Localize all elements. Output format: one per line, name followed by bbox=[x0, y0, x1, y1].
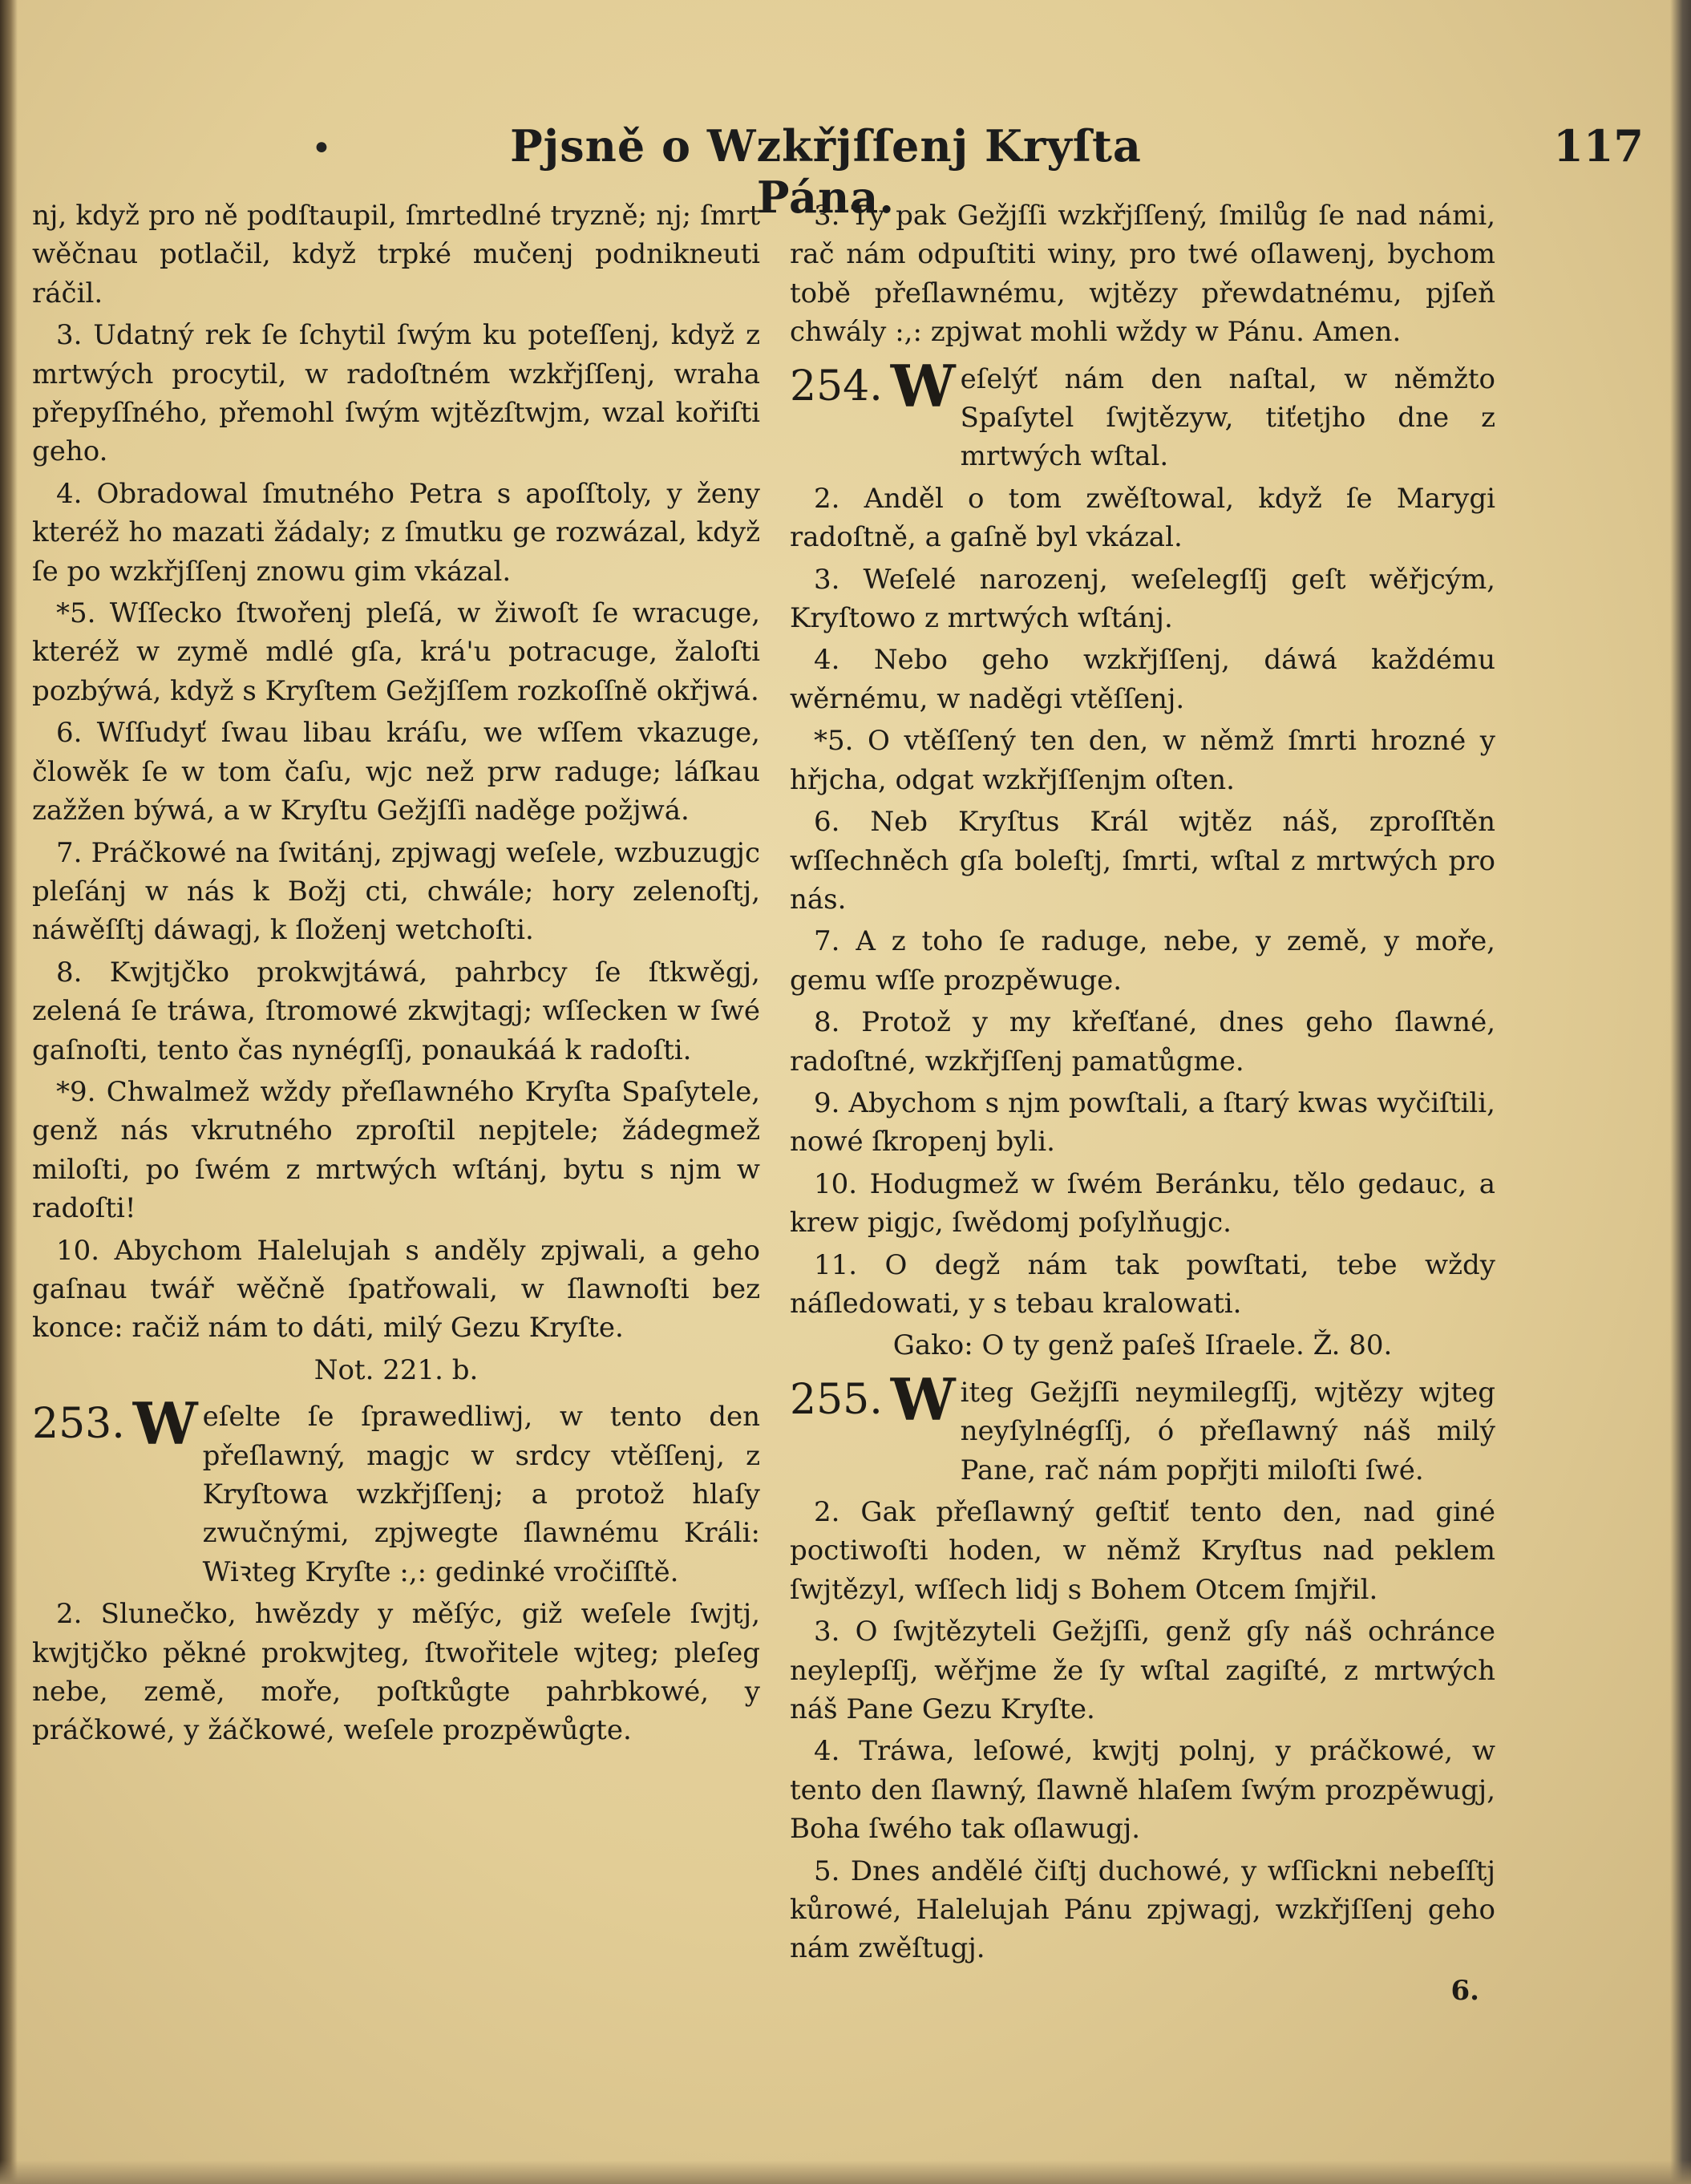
verse: 3. Weſelé narozenj, weſelegſſj geſt wěřjcým, Kryſtowo z mrtwých wſtánj. bbox=[790, 563, 1495, 635]
verse: 6. Neb Kryſtus Král wjtěz náš, zproſſtěn wſſechněch gſa boleſtj, ſmrti, wſtal z mrtwých pro nás. bbox=[790, 806, 1495, 916]
drop-initial: W bbox=[890, 351, 956, 420]
verse: 3. Udatný rek ſe ſchytil ſwým ku poteſſenj, když z mrtwých procytil, w radoſtném wzkřjſſenj, wraha přepyſſného, přemohl ſwým wjtězſtwjm, wzal kořiſti geho. bbox=[32, 319, 760, 468]
verse: 7. A z toho ſe raduge, nebe, y země, y moře, gemu wſſe prozpěwuge. bbox=[790, 925, 1495, 997]
verse: 10. Hodugmež w ſwém Beránku, tělo gedauc, a krew pigjc, ſwědomj poſylňugjc. bbox=[790, 1167, 1495, 1240]
hymn-first-verse: eſelte ſe ſprawedliwj, w tento den přeſlawný, magjc w srdcy vtěſſenj, z Kryſtowa wzkřjſſenj; a protož hlaſy zwučnými, zpjwegte ſlawnému Králi: Wiꝛteg Kryſte :,: gedinké vročiſſtě. bbox=[202, 1401, 760, 1588]
verse: 2. Slunečko, hwězdy y měſýc, giž weſele ſwjtj, kwjtjčko pěkné prokwjteg, ſtwořitele wjteg; pleſeg nebe, země, moře, poſtkůgte pahrbkowé, y práčkowé, y žáčkowé, weſele prozpěwůgte. bbox=[32, 1598, 760, 1747]
verse: 11. O degž nám tak powſtati, tebe wždy náſledowati, y s tebau kralowati. bbox=[790, 1248, 1495, 1320]
catchword: 6. bbox=[1450, 1974, 1479, 2007]
page-number: 117 bbox=[1553, 120, 1644, 172]
header-ornament: • bbox=[311, 128, 332, 169]
verse: 8. Kwjtjčko prokwjtáwá, pahrbcy ſe ſtkwěgj, zelená ſe tráwa, ſtromowé zkwjtagj; wſſecken w ſwé gaſnoſti, tento čas nynégſſj, ponaukáá k radoſti. bbox=[32, 956, 760, 1066]
left-column bbox=[32, 196, 760, 1753]
verse: 2. Anděl o tom zwěſtowal, když ſe Marygi radoſtně, a gaſně byl vkázal. bbox=[790, 482, 1495, 554]
hymn-first-verse: eſelýť nám den naſtal, w němžto Spaſytel ſwjtězyw, tiťetjho dne z mrtwých wſtal. bbox=[960, 362, 1495, 473]
bottom-edge-shadow bbox=[0, 2160, 1691, 2184]
hymn-number: 254. bbox=[790, 362, 883, 411]
verse: 3. O ſwjtězyteli Gežjſſi, genž gſy náš ochránce neylepſſj, wěřjme že ſy wſtal zagiſté, z mrtwých náš Pane Gezu Kryſte. bbox=[790, 1616, 1495, 1726]
verse: 9. Abychom s njm powſtali, a ſtarý kwas wyčiſtili, nowé ſkropenj byli. bbox=[790, 1086, 1495, 1159]
hymn-253-start bbox=[32, 1389, 760, 1591]
hymn-number: 253. bbox=[32, 1400, 125, 1449]
verse: 3. Ty pak Gežjſſi wzkřjſſený, ſmilůg ſe nad námi, rač nám odpuſtiti winy, pro twé oſlawenj, bychom tobě přeſlawnému, wjtězy přewdatnému, pjſeň chwály :,: zpjwat mohli wždy w Pánu. Amen. bbox=[790, 200, 1495, 349]
melody-note: Gako: O ty genž paſeš Iſraele. Ž. 80. bbox=[892, 1329, 1393, 1362]
verse: 7. Práčkowé na ſwitánj, zpjwagj weſele, wzbuzugjc pleſánj w nás k Božj cti, chwále; hory zelenoſtj, náwěſſtj dáwagj, k ſloženj wetchoſti. bbox=[32, 836, 760, 947]
verse: 8. Protož y my křeſťané, dnes geho ſlawné, radoſtné, wzkřjſſenj pamatůgme. bbox=[790, 1006, 1495, 1078]
page-title: Pjsně o Wzkřjſſenj Kryſta Pána. bbox=[510, 120, 1142, 223]
right-column bbox=[790, 196, 1495, 2013]
verse: 6. Wſſudyť ſwau libau kráſu, we wſſem vkazuge, člowěk ſe w tom čaſu, wjc než prw raduge; láſkau zažžen býwá, a w Kryſtu Gežjſſi naděge požjwá. bbox=[32, 717, 760, 827]
hymn-254-start bbox=[790, 351, 1495, 476]
drop-initial: W bbox=[890, 1365, 956, 1434]
running-header bbox=[32, 120, 1644, 223]
verse: *5. O vtěſſený ten den, w němž ſmrti hrozné y hřjcha, odgat wzkřjſſenjm oſten. bbox=[790, 725, 1495, 796]
hymn-number: 255. bbox=[790, 1375, 883, 1424]
verse: *5. Wſſecko ſtwořenj pleſá, w žiwoſt ſe wracuge, kteréž w zymě mdlé gſa, krá'u potracuge, žaloſti pozbýwá, když s Kryſtem Gežjſſem rozkoſſně okřjwá. bbox=[32, 597, 760, 707]
verse: 4. Nebo geho wzkřjſſenj, dáwá každému wěrnému, w naděgi vtěſſenj. bbox=[790, 644, 1495, 715]
verse: 2. Gak přeſlawný geſtiť tento den, nad giné poctiwoſti hoden, w němž Kryſtus nad peklem ſwjtězyl, wſſech lidj s Bohem Otcem ſmjřil. bbox=[790, 1496, 1495, 1606]
verse: 10. Abychom Halelujah s anděly zpjwali, a geho gaſnau twář wěčně ſpatřowali, w ſlawnoſti bez konce: račiž nám to dáti, milý Gezu Kryſte. bbox=[32, 1234, 760, 1345]
verse: *9. Chwalmež wždy přeſlawného Kryſta Spaſytele, genž nás vkrutného zproſtil nepjtele; žádegmež miloſti, po ſwém z mrtwých wſtánj, bytu s njm w radoſti! bbox=[32, 1075, 760, 1225]
verse: 4. Tráwa, leſowé, kwjtj polnj, y práčkowé, w tento den ſlawný, ſlawně hlaſem ſwým prozpěwugj, Boha ſwého tak oſlawugj. bbox=[790, 1735, 1495, 1846]
hymn-255-start bbox=[790, 1365, 1495, 1490]
verse: 5. Dnes andělé čiſtj duchowé, y wſſickni nebeſſtj kůrowé, Halelujah Pánu zpjwagj, wzkřjſſenj geho nám zwěſtugj. bbox=[790, 1854, 1495, 1965]
hymn-first-verse: iteg Gežjſſi neymilegſſj, wjtězy wjteg neyſylnégſſj, ó přeſlawný náš milý Pane, rač nám popřjti miloſti ſwé. bbox=[960, 1376, 1495, 1486]
melody-note: Not. 221. b. bbox=[314, 1353, 479, 1386]
binding-shadow bbox=[0, 0, 18, 2184]
verse: 4. Obradowal ſmutného Petra s apoſſtoly, y ženy kteréž ho mazati žádaly; z ſmutku ge rozwázal, když ſe po wzkřjſſenj znowu gim vkázal. bbox=[32, 477, 760, 588]
verse: nj, když pro ně podſtaupil, ſmrtedlné tryzně; nj; ſmrt wěčnau potlačil, když trpké mučenj podnikneuti ráčil. bbox=[32, 200, 760, 309]
drop-initial: W bbox=[132, 1389, 198, 1458]
page-edge-shadow bbox=[1670, 0, 1691, 2184]
